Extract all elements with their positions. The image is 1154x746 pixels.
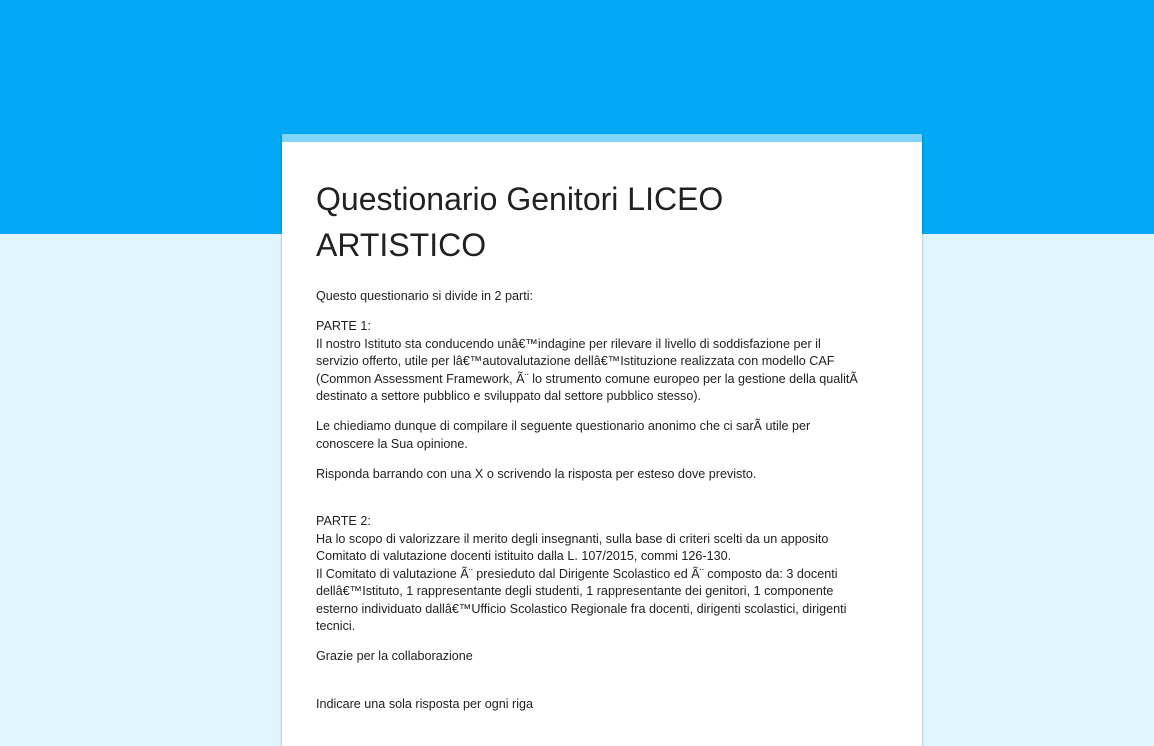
parte2-line: Il Comitato di valutazione Ã¨ presieduto dal Dirigente Scolastico ed Ã¨ composto da: 3 docenti bbox=[316, 566, 838, 581]
form-title-line-2: ARTISTICO bbox=[316, 227, 487, 263]
form-description bbox=[316, 288, 888, 713]
parte1-heading: PARTE 1: bbox=[316, 319, 371, 333]
request-line: Le chiediamo dunque di compilare il seguente questionario anonimo che ci sarÃ utile per bbox=[316, 419, 811, 433]
form-title bbox=[316, 176, 888, 268]
parte2-line: dellâ€™Istituto, 1 rappresentante degli studenti, 1 rappresentante dei genitori, 1 componente bbox=[316, 584, 834, 598]
parte2-line: tecnici. bbox=[316, 619, 356, 633]
parte1-line: destinato a settore pubblico e sviluppato dal settore pubblico stesso). bbox=[316, 389, 702, 403]
description-intro: Questo questionario si divide in 2 parti: bbox=[316, 289, 534, 303]
parte1-line: Il nostro Istituto sta conducendo unâ€™indagine per rilevare il livello di soddisfazione per il bbox=[316, 336, 821, 351]
parte2-line: Comitato di valutazione docenti istituito dalla L. 107/2015, commi 126-130. bbox=[316, 549, 732, 563]
parte1-line: servizio offerto, utile per lâ€™autovalutazione dellâ€™Istituzione realizzata con modello CAF bbox=[316, 354, 835, 368]
request-line: conoscere la Sua opinione. bbox=[316, 436, 468, 451]
form-header-content bbox=[316, 176, 888, 713]
form-header-card bbox=[282, 134, 922, 746]
parte2-line: esterno individuato dallâ€™Ufficio Scolastico Regionale fra docenti, dirigenti scolastici, dirigenti bbox=[316, 601, 847, 616]
instruction-text: Risponda barrando con una X o scrivendo la risposta per esteso dove previsto. bbox=[316, 466, 757, 481]
parte2-heading: PARTE 2: bbox=[316, 514, 371, 528]
parte2-line: Ha lo scopo di valorizzare il merito degli insegnanti, sulla base di criteri scelti da un apposito bbox=[316, 531, 829, 546]
parte1-line: (Common Assessment Framework, Ã¨ lo strumento comune europeo per la gestione della qualitÃ bbox=[316, 371, 858, 386]
form-title-line-1: Questionario Genitori LICEO bbox=[316, 181, 724, 217]
thanks-text: Grazie per la collaborazione bbox=[316, 649, 473, 663]
card-accent-bar bbox=[282, 134, 922, 142]
row-instruction-text: Indicare una sola risposta per ogni riga bbox=[316, 696, 534, 711]
